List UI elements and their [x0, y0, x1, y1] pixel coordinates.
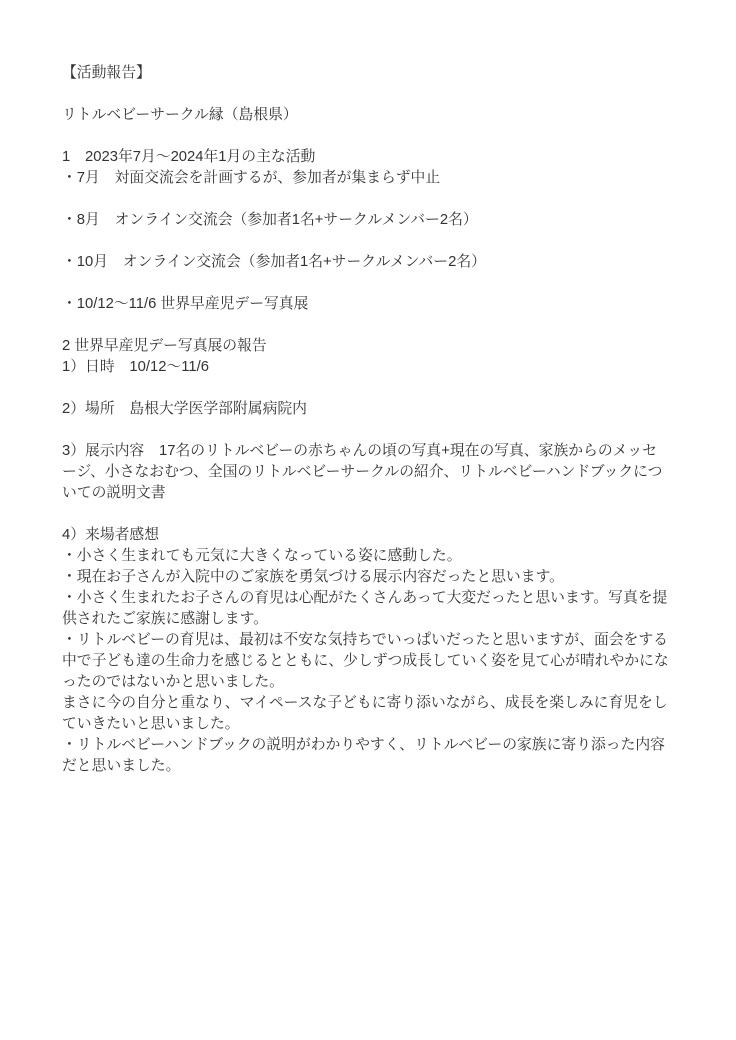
paragraph-block: [62, 105, 670, 126]
text-line: リトルベビーサークル縁（島根県）: [62, 107, 298, 123]
paragraph-block: [62, 63, 670, 84]
text-line: ・8月 オンライン交流会（参加者1名+サークルメンバー2名）: [62, 212, 478, 228]
paragraph-block: [62, 294, 670, 315]
text-line: ・リトルベビーハンドブックの説明がわかりやすく、リトルベビーの家族に寄り添った内容だと思いました。: [62, 737, 665, 774]
document-body: [62, 63, 670, 777]
paragraph-block: [62, 336, 670, 378]
text-line: ・10/12〜11/6 世界早産児デー写真展: [62, 296, 309, 312]
text-line: ・現在お子さんが入院中のご家族を勇気づける展示内容だったと思います。: [62, 569, 564, 585]
paragraph-block: [62, 210, 670, 231]
paragraph-block: [62, 441, 670, 504]
text-line: 2 世界早産児デー写真展の報告: [62, 338, 267, 354]
text-line: 【活動報告】: [62, 65, 151, 81]
text-line: ・小さく生まれても元気に大きくなっている姿に感動した。: [62, 548, 462, 564]
text-line: ・10月 オンライン交流会（参加者1名+サークルメンバー2名）: [62, 254, 486, 270]
text-line: 1 2023年7月〜2024年1月の主な活動: [62, 149, 316, 165]
text-line: まさに今の自分と重なり、マイペースな子どもに寄り添いながら、成長を楽しみに育児をしていきたいと思いました。: [62, 695, 668, 732]
paragraph-block: [62, 525, 670, 777]
paragraph-block: [62, 252, 670, 273]
text-line: 3）展示内容 17名のリトルベビーの赤ちゃんの頃の写真+現在の写真、家族からのメッセージ、小さなおむつ、全国のリトルベビーサークルの紹介、リトルベビーハンドブックについての説明文書: [62, 443, 663, 501]
text-line: ・リトルベビーの育児は、最初は不安な気持ちでいっぱいだったと思いますが、面会をする中で子ども達の生命力を感じるとともに、少しずつ成長していく姿を見て心が晴れやかになったのではないかと思いました。: [62, 632, 669, 690]
text-line: 4）来場者感想: [62, 527, 160, 543]
text-line: 2）場所 島根大学医学部附属病院内: [62, 401, 307, 417]
paragraph-block: [62, 147, 670, 189]
text-line: 1）日時 10/12〜11/6: [62, 359, 209, 375]
paragraph-block: [62, 399, 670, 420]
text-line: ・小さく生まれたお子さんの育児は心配がたくさんあって大変だったと思います。写真を提供されたご家族に感謝します。: [62, 590, 668, 627]
text-line: ・7月 対面交流会を計画するが、参加者が集まらず中止: [62, 170, 441, 186]
